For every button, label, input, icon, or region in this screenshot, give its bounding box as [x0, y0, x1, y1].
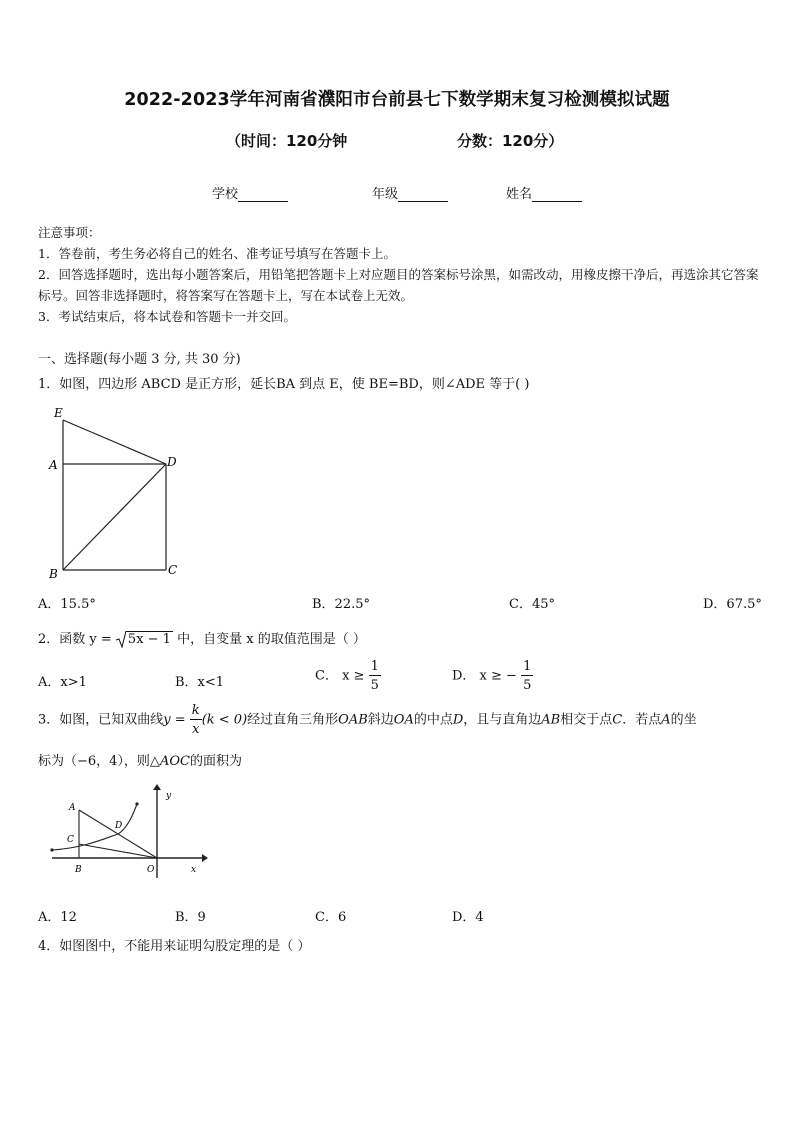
- q1-label-A: A: [49, 458, 58, 472]
- y-axis-arrow-icon: [153, 784, 161, 790]
- grade-field: [372, 183, 448, 202]
- notice-item-1: 1．答卷前，考生务必将自己的姓名、准考证号填写在答题卡上。: [38, 246, 396, 261]
- q1-stem: 1．如图，四边形 ABCD 是正方形，延长BA 到点 E，使 BE=BD，则∠ADE 等于( ): [38, 377, 530, 392]
- q3-cond: (k < 0): [201, 712, 248, 728]
- q3-k: k: [191, 703, 200, 718]
- q3-oa: OA: [393, 712, 414, 728]
- q3-label-B: B: [75, 865, 82, 875]
- q3-curve-end-top: [135, 802, 138, 805]
- q3-text-8: 的坐: [670, 712, 697, 728]
- radical-sign-icon: [116, 630, 126, 648]
- q3-curve-end-left: [50, 848, 53, 851]
- name-label: 姓名: [506, 187, 533, 202]
- q3-option-c[interactable]: C．6: [315, 910, 347, 925]
- q3-hyperbola: [52, 804, 137, 850]
- q2-option-d-den: 5: [523, 678, 532, 693]
- q1-figure: [40, 402, 190, 582]
- q3-a: A: [661, 712, 671, 728]
- q2-option-c-prefix: C． x ≥: [315, 668, 365, 684]
- q3-label-C: C: [67, 835, 74, 845]
- q2-prefix: 2．函数 y =: [38, 632, 112, 647]
- q3-stem-line2: [38, 750, 242, 769]
- school-field: [212, 183, 288, 202]
- school-blank[interactable]: [238, 189, 288, 202]
- notice-block: [38, 222, 762, 327]
- page-title: 2022-2023学年河南省濮阳市台前县七下数学期末复习检测模拟试题: [124, 90, 670, 110]
- q3-c: C: [612, 712, 623, 728]
- q3-label-D: D: [115, 821, 123, 831]
- q1-label-D: D: [167, 455, 177, 469]
- q2-stem: [38, 628, 366, 647]
- q1-line-BD: [63, 464, 166, 570]
- q3-label-x: x: [191, 865, 197, 875]
- q4-stem: 4．如图图中，不能用来证明勾股定理的是（ ）: [38, 939, 311, 954]
- exam-time: （时间：120分钟: [226, 132, 348, 150]
- name-blank[interactable]: [532, 189, 582, 202]
- q3-option-a[interactable]: A．12: [38, 910, 77, 925]
- q3-text-2: 经过直角三角形: [247, 712, 339, 728]
- q3-ab: AB: [541, 712, 561, 728]
- q3-y-eq: y =: [163, 712, 186, 728]
- q2-option-d-prefix: D． x ≥ −: [452, 668, 517, 684]
- q2-option-d-num: 1: [523, 659, 532, 674]
- notice-heading: 注意事项：: [38, 225, 101, 240]
- exam-score: 分数：120分）: [457, 132, 564, 150]
- section-heading: 一、选择题(每小题 3 分, 共 30 分): [38, 352, 241, 367]
- x-axis-arrow-icon: [202, 854, 208, 862]
- q3-label-A: A: [69, 803, 76, 813]
- q2-suffix: 中，自变量 x 的取值范围是（ ）: [177, 632, 366, 647]
- q3-text-7: ．若点: [622, 712, 662, 728]
- q1-option-b[interactable]: B．22.5°: [312, 597, 370, 612]
- notice-item-2: 2．回答选择题时，选出每小题答案后，用铅笔把答题卡上对应题目的答案标号涂黑，如需改动，用橡皮擦干净后，再选涂其它答案标号。回答非选择题时，将答案写在答题卡上，写在本试卷上无效。: [38, 267, 759, 303]
- q1-option-a[interactable]: A．15.5°: [38, 597, 96, 612]
- q2-option-d[interactable]: [452, 660, 533, 692]
- q3-d: D: [452, 712, 464, 728]
- q1-label-C: C: [168, 563, 178, 577]
- name-field: [506, 183, 582, 202]
- grade-blank[interactable]: [398, 189, 448, 202]
- q3-fraction: [190, 704, 202, 736]
- q2-option-d-fraction: [521, 660, 533, 692]
- grade-label: 年级: [372, 187, 399, 202]
- q2-option-b[interactable]: B．x<1: [175, 675, 225, 690]
- q1-label-B: B: [49, 567, 58, 581]
- q3-text-9: 标为（−6，4），则△: [38, 754, 160, 769]
- q1-option-d[interactable]: D．67.5°: [703, 597, 762, 612]
- q2-option-c-num: 1: [370, 659, 379, 674]
- q3-text-5: ，且与直角边: [463, 712, 542, 728]
- q1-label-E: E: [54, 406, 63, 420]
- q2-option-c[interactable]: [315, 660, 381, 692]
- q1-line-ED: [63, 420, 166, 464]
- q3-label-y: y: [166, 791, 172, 801]
- q2-radicand: 5x − 1: [127, 632, 171, 647]
- school-label: 学校: [212, 187, 239, 202]
- q3-label-O: O: [147, 865, 155, 875]
- notice-item-3: 3．考试结束后，将本试卷和答题卡一并交回。: [38, 309, 296, 324]
- q3-x: x: [192, 722, 200, 737]
- q2-option-c-fraction: [369, 660, 381, 692]
- q2-sqrt: [116, 632, 173, 647]
- q3-text-10: 的面积为: [189, 754, 242, 769]
- q3-figure: [44, 782, 210, 882]
- q3-text-3: 斜边: [367, 712, 394, 728]
- q3-text-6: 相交于点: [560, 712, 613, 728]
- q2-option-c-den: 5: [370, 678, 379, 693]
- q3-option-d[interactable]: D．4: [452, 910, 484, 925]
- q2-option-a[interactable]: A．x>1: [38, 675, 87, 690]
- q1-option-c[interactable]: C．45°: [509, 597, 555, 612]
- q3-aoc: AOC: [159, 754, 190, 769]
- q3-text-4: 的中点: [413, 712, 453, 728]
- q3-text-1: 3．如图，已知双曲线: [38, 712, 164, 728]
- q3-oab: OAB: [338, 712, 368, 728]
- q3-option-b[interactable]: B．9: [175, 910, 206, 925]
- q3-stem-line1: [38, 704, 762, 736]
